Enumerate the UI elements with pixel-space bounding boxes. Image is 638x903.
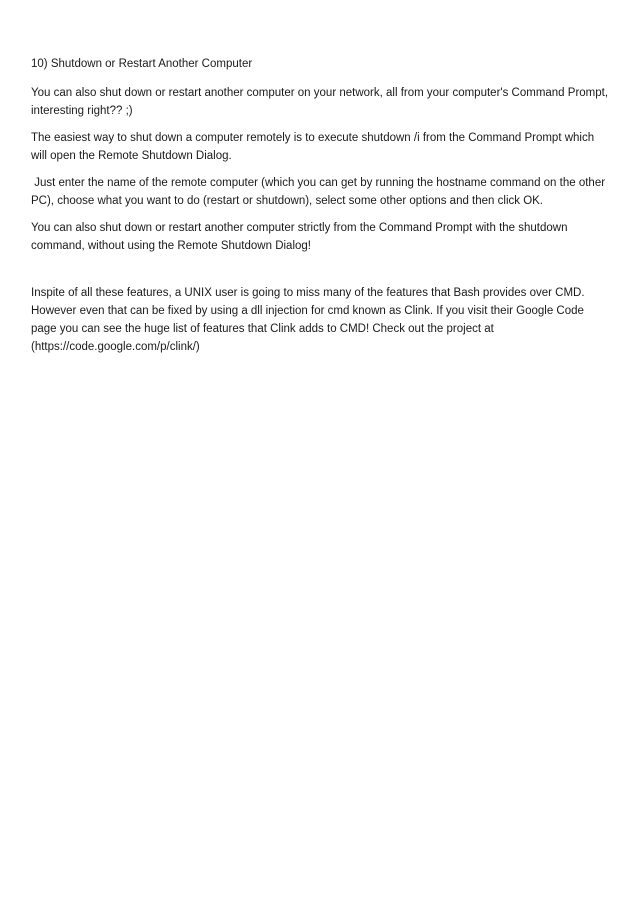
paragraph-dialog-steps: Just enter the name of the remote computer (which you can get by running the hostname command on the other PC), choose what you want to do (restart or shutdown), select some other options and then click OK. (31, 177, 606, 207)
paragraph-remote-shutdown-intro: You can also shut down or restart another computer on your network, all from your computer's Command Prompt, interesting right?? ;) (31, 87, 609, 117)
paragraph-shutdown-dialog: The easiest way to shut down a computer remotely is to execute shutdown /i from the Command Prompt which will open the Remote Shutdown Dialog. (31, 132, 595, 162)
document-page (31, 55, 611, 356)
section-heading: 10) Shutdown or Restart Another Computer (31, 58, 253, 70)
paragraph-command-line-shutdown: You can also shut down or restart another computer strictly from the Command Prompt with the shutdown command, without using the Remote Shutdown Dialog! (31, 222, 568, 252)
paragraph-spacer (31, 255, 611, 284)
paragraph-clink: Inspite of all these features, a UNIX user is going to miss many of the features that Bash provides over CMD. However even that can be fixed by using a dll injection for cmd known as Clink. If you visit their Google Code page you can see the huge list of features that Clink adds to CMD! Check out the project at (https://code.google.com/p/clink/) (31, 287, 585, 353)
